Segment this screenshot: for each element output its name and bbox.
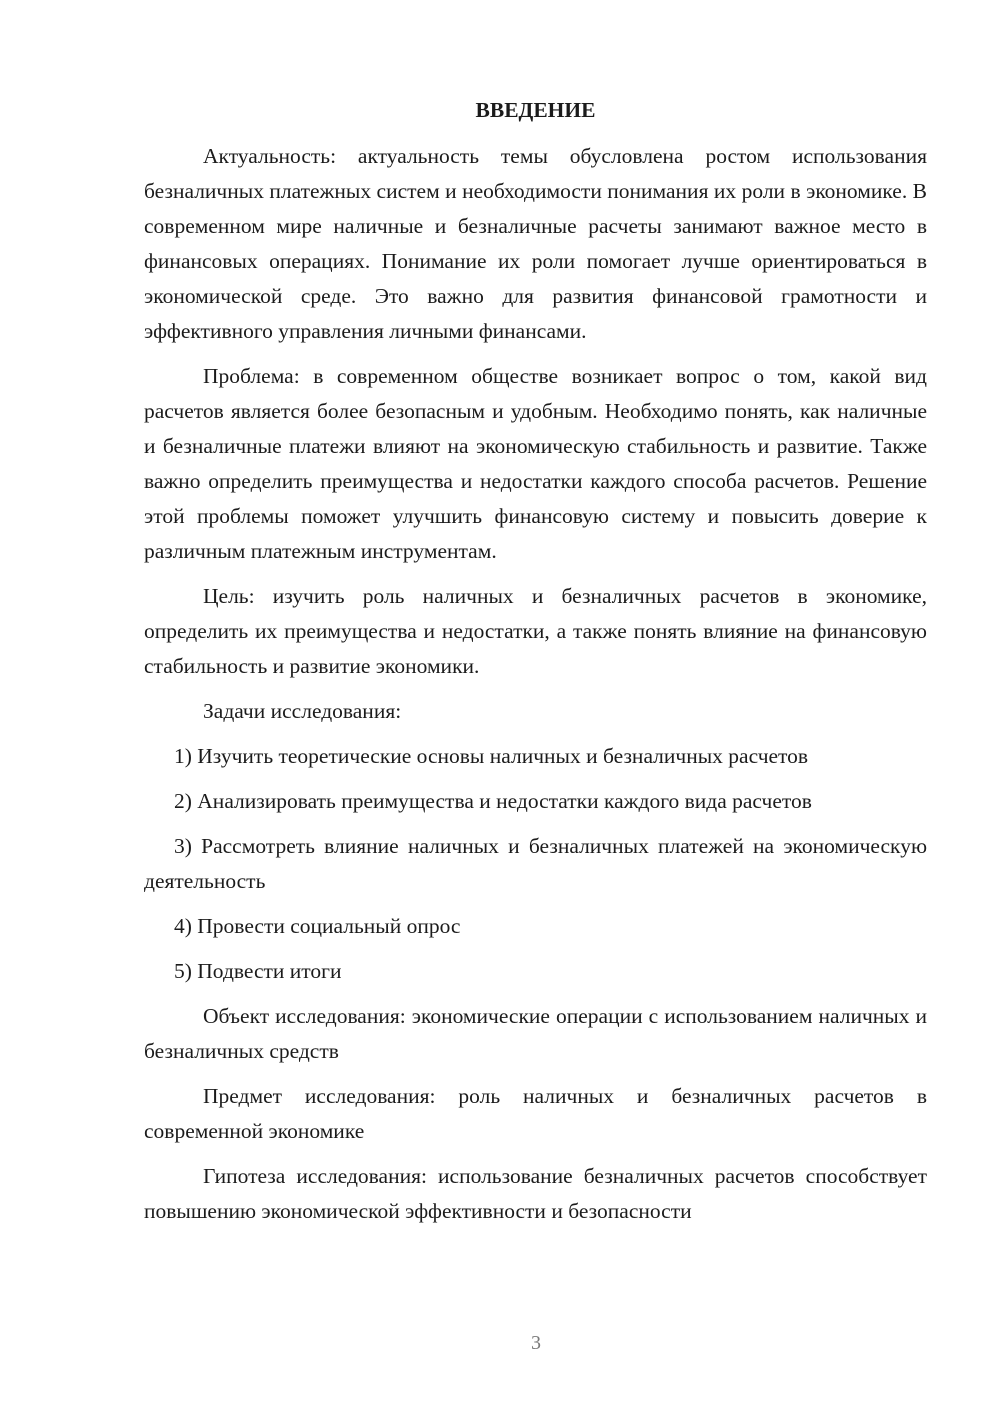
task-item-5: 5) Подвести итоги [174,959,342,983]
paragraph-relevance: Актуальность: актуальность темы обусловлена ростом использования безналичных платежных систем и необходимости понимания их роли в экономике. В современном мире наличные и безналичные расчеты занимают важное место в финансовых операциях. Понимание их роли помогает лучше ориентироваться в экономической среде. Это важно для развития финансовой грамотности и эффективного управления личными финансами. [144,144,927,343]
paragraph-problem: Проблема: в современном обществе возникает вопрос о том, какой вид расчетов является более безопасным и удобным. Необходимо понять, как наличные и безналичные платежи влияют на экономическую стабильность и развитие. Также важно определить преимущества и недостатки каждого способа расчетов. Решение этой проблемы поможет улучшить финансовую систему и повысить доверие к различным платежным инструментам. [144,364,927,563]
paragraph-subject: Предмет исследования: роль наличных и безналичных расчетов в современной экономике [144,1084,927,1143]
task-item-1: 1) Изучить теоретические основы наличных и безналичных расчетов [174,744,809,768]
paragraph-goal: Цель: изучить роль наличных и безналичных расчетов в экономике, определить их преимущества и недостатки, а также понять влияние на финансовую стабильность и развитие экономики. [144,584,927,678]
paragraph-tasks-heading: Задачи исследования: [203,699,402,723]
page-title: ВВЕДЕНИЕ [475,98,596,122]
task-item-2: 2) Анализировать преимущества и недостатки каждого вида расчетов [174,789,812,813]
document-body [144,95,927,1239]
task-item-3: 3) Рассмотреть влияние наличных и безналичных платежей на экономическую деятельность [144,834,927,893]
task-item-4: 4) Провести социальный опрос [174,914,461,938]
page-number: 3 [531,1332,541,1354]
paragraph-hypothesis: Гипотеза исследования: использование безналичных расчетов способствует повышению экономической эффективности и безопасности [144,1164,927,1223]
paragraph-object: Объект исследования: экономические операции с использованием наличных и безналичных средств [144,1004,927,1063]
